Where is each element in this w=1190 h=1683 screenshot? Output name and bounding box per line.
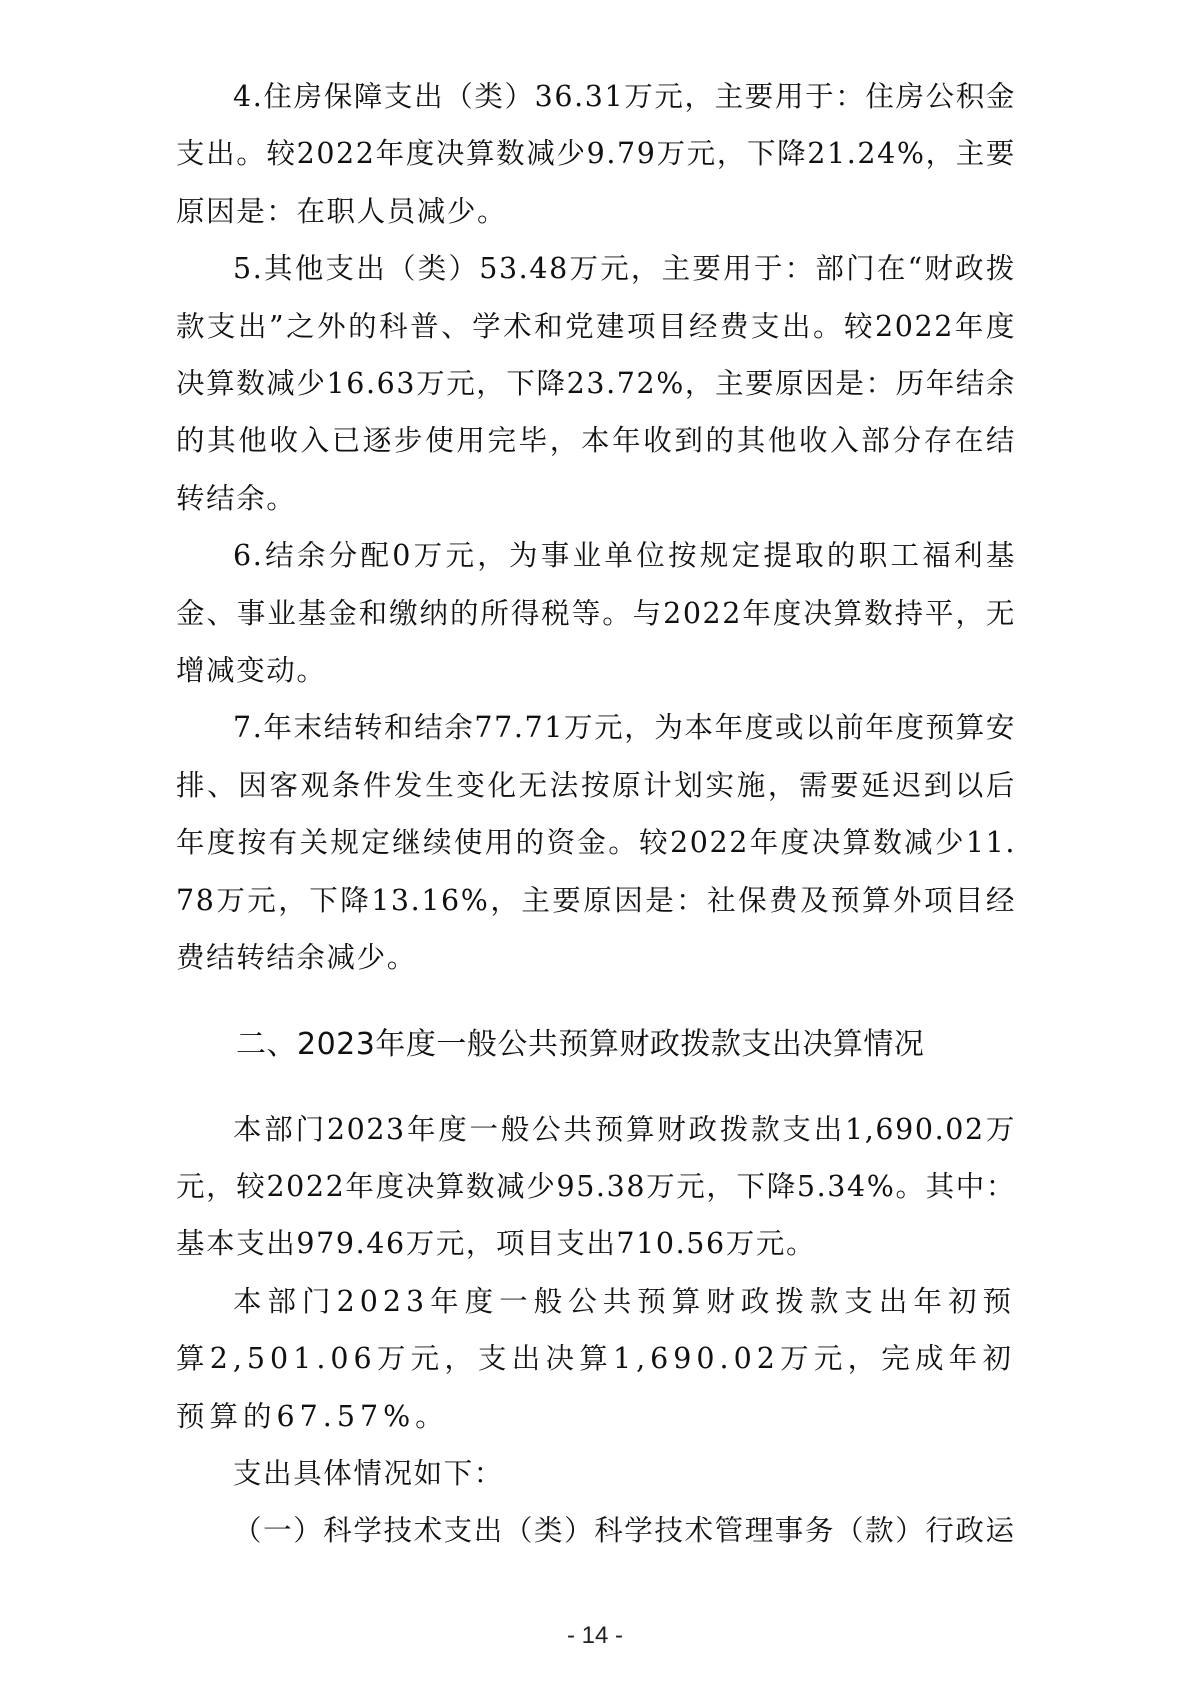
paragraph-other-expenditure: 5.其他支出（类）53.48万元，主要用于：部门在“财政拨款支出”之外的科普、学术和党建项目经费支出。较2022年度决算数减少16.63万元，下降23.72%，主要原因是：历年结余的其他收入已逐步使用完毕，本年收到的其他收入部分存在结转结余。 [176,252,1016,515]
page-content [176,68,1016,1560]
paragraph-general-budget-expenditure: 本部门2023年度一般公共预算财政拨款支出1,690.02万元，较2022年度决算数减少95.38万元，下降5.34%。其中：基本支出979.46万元，项目支出710.56万元。 [176,1112,1016,1261]
section-heading: 二、2023年度一般公共预算财政拨款支出决算情况 [236,1026,925,1062]
paragraph-surplus-distribution: 6.结余分配0万元，为事业单位按规定提取的职工福利基金、事业基金和缴纳的所得税等。与2022年度决算数持平，无增减变动。 [176,539,1016,688]
paragraph-science-tech-expenditure: （一）科学技术支出（类）科学技术管理事务（款）行政运 [233,1514,1016,1548]
paragraph-budget-completion: 本部门2023年度一般公共预算财政拨款支出年初预算2,501.06万元，支出决算1,690.02万元，完成年初预算的67.57%。 [176,1284,1016,1433]
paragraph-year-end-carryover: 7.年末结转和结余77.71万元，为本年度或以前年度预算安排、因客观条件发生变化无法按原计划实施，需要延迟到以后年度按有关规定继续使用的资金。较2022年度决算数减少11.78万元，下降13.16%，主要原因是：社保费及预算外项目经费结转结余减少。 [176,711,1016,975]
page-number: - 14 - [566,1622,623,1649]
paragraph-housing-expenditure: 4.住房保障支出（类）36.31万元，主要用于：住房公积金支出。较2022年度决算数减少9.79万元，下降21.24%，主要原因是：在职人员减少。 [176,80,1016,228]
paragraph-details-intro: 支出具体情况如下： [233,1456,504,1490]
